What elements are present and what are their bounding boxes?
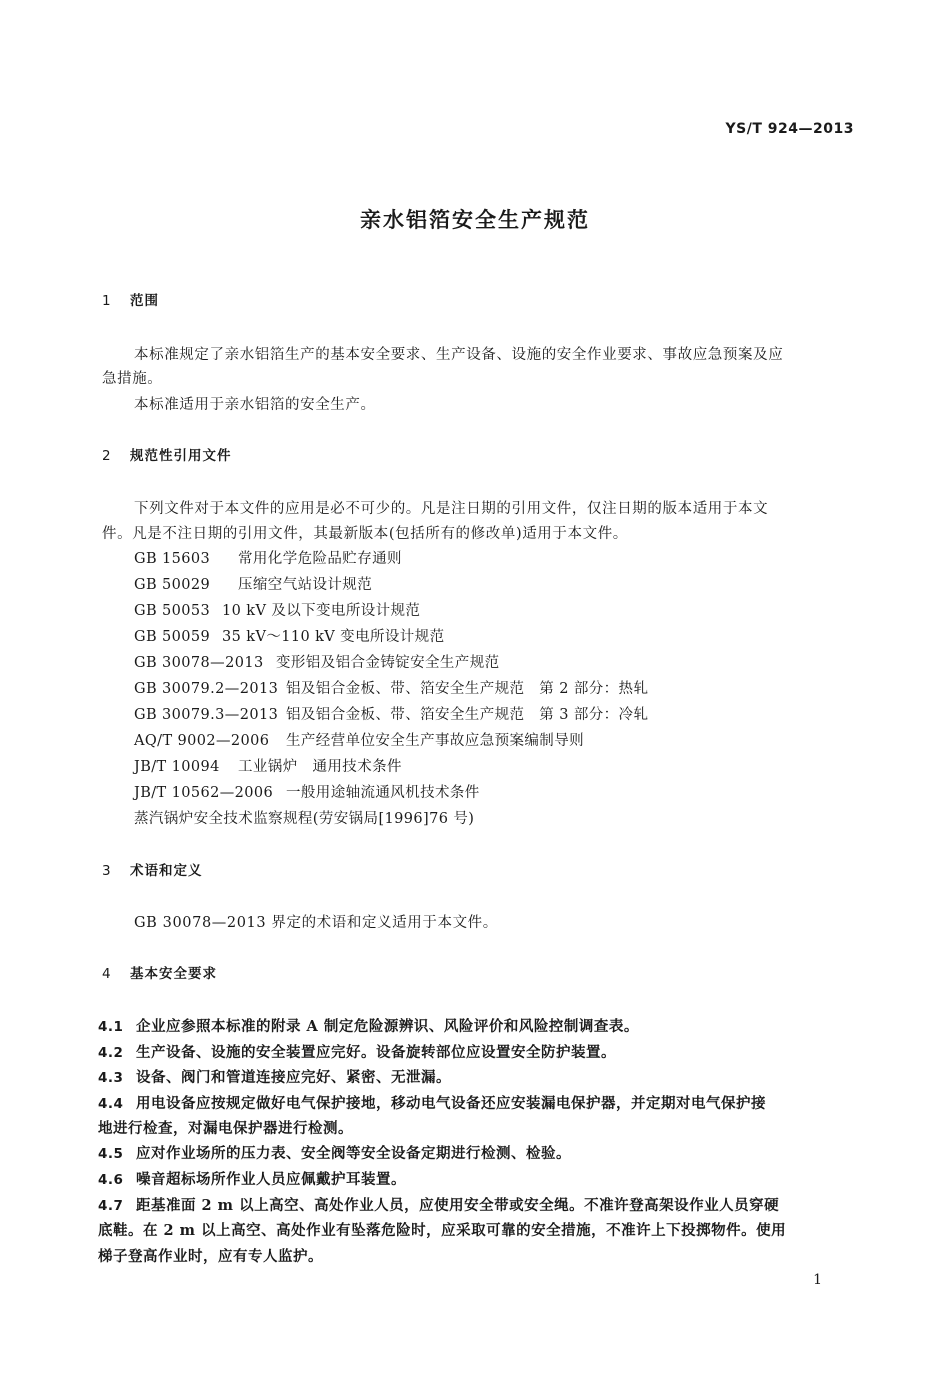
reference-item [134, 547, 402, 568]
clause-text: 设备、阀门和管道连接应完好、紧密、无泄漏。 [136, 1069, 451, 1086]
reference-item [134, 703, 648, 724]
clause-4-3 [98, 1066, 451, 1087]
reference-code: GB 50029 [134, 577, 211, 593]
clause-text: 距基准面 2 m 以上高空、高处作业人员，应使用安全带或安全绳。不准许登高架设作业人员穿硬 [136, 1197, 780, 1214]
reference-name: 10 kV 及以下变电所设计规范 [222, 603, 421, 619]
clause-4-6 [98, 1168, 406, 1189]
reference-code: GB 50059 [134, 629, 211, 645]
reference-name: 工业锅炉 通用技术条件 [238, 759, 402, 775]
clause-text: 地进行检查，对漏电保护器进行检测。 [98, 1120, 353, 1137]
reference-code: GB 30078—2013 [134, 655, 264, 671]
reference-name: 一般用途轴流通风机技术条件 [286, 785, 480, 801]
paragraph-line: 件。凡是不注日期的引用文件，其最新版本(包括所有的修改单)适用于本文件。 [102, 526, 628, 542]
reference-code: GB 50053 [134, 603, 211, 619]
clause-text: 企业应参照本标准的附录 A 制定危险源辨识、风险评价和风险控制调查表。 [136, 1018, 639, 1035]
page-number: 1 [813, 1272, 822, 1288]
section-2-heading [102, 444, 232, 464]
clause-text: 用电设备应按规定做好电气保护接地，移动电气设备还应安装漏电保护器，并定期对电气保护接 [136, 1095, 766, 1112]
reference-code: JB/T 10094 [134, 759, 220, 775]
reference-item [134, 677, 648, 698]
clause-4-1 [98, 1015, 639, 1036]
reference-item [134, 729, 584, 750]
clause-number: 4.3 [98, 1070, 124, 1086]
paragraph-line: 本标准规定了亲水铝箔生产的基本安全要求、生产设备、设施的安全作业要求、事故应急预案及应 [134, 347, 784, 363]
reference-item [134, 807, 474, 828]
clause-number: 4.2 [98, 1045, 124, 1061]
clause-4-4 [98, 1092, 766, 1113]
section-number: 3 [102, 863, 112, 879]
section-4-heading [102, 962, 217, 982]
reference-name: 35 kV～110 kV 变电所设计规范 [222, 629, 445, 645]
reference-item [134, 625, 444, 646]
paragraph-line: 下列文件对于本文件的应用是必不可少的。凡是注日期的引用文件，仅注日期的版本适用于本文 [134, 501, 769, 517]
reference-code: JB/T 10562—2006 [134, 785, 274, 801]
reference-name: 蒸汽锅炉安全技术监察规程(劳安锅局[1996]76 号) [134, 811, 475, 827]
reference-item [134, 651, 500, 672]
clause-text: 噪音超标场所作业人员应佩戴护耳装置。 [136, 1171, 406, 1188]
reference-item [134, 755, 402, 776]
clause-text: 梯子登高作业时，应有专人监护。 [98, 1248, 323, 1265]
clause-text: 应对作业场所的压力表、安全阀等安全设备定期进行检测、检验。 [136, 1145, 571, 1162]
reference-code: GB 30079.2—2013 [134, 681, 279, 697]
clause-text: 生产设备、设施的安全装置应完好。设备旋转部位应设置安全防护装置。 [136, 1044, 616, 1061]
clause-number: 4.5 [98, 1146, 124, 1162]
clause-continuation [98, 1219, 786, 1240]
clause-continuation [98, 1245, 323, 1266]
reference-name: 铝及铝合金板、带、箔安全生产规范 第 3 部分：冷轧 [286, 707, 649, 723]
clause-text: 底鞋。在 2 m 以上高空、高处作业有坠落危险时，应采取可靠的安全措施，不准许上下投掷物件。使用 [98, 1222, 787, 1239]
paragraph-line: 本标准适用于亲水铝箔的安全生产。 [134, 397, 376, 413]
clause-number: 4.6 [98, 1172, 124, 1188]
reference-item [134, 599, 420, 620]
clause-number: 4.1 [98, 1019, 124, 1035]
reference-name: 铝及铝合金板、带、箔安全生产规范 第 2 部分：热轧 [286, 681, 649, 697]
reference-name: 生产经营单位安全生产事故应急预案编制导则 [286, 733, 584, 749]
clause-4-5 [98, 1142, 571, 1163]
reference-name: 变形铝及铝合金铸锭安全生产规范 [276, 655, 500, 671]
section-3-heading [102, 859, 203, 879]
clause-continuation [98, 1117, 353, 1138]
section-title: 范围 [130, 293, 159, 309]
clause-4-2 [98, 1041, 616, 1062]
section-title: 术语和定义 [130, 863, 203, 879]
clause-4-7 [98, 1194, 779, 1215]
section-number: 4 [102, 966, 112, 982]
reference-name: 压缩空气站设计规范 [238, 577, 373, 593]
reference-name: 常用化学危险品贮存通则 [238, 551, 402, 567]
reference-code: GB 15603 [134, 551, 211, 567]
reference-code: AQ/T 9002—2006 [134, 733, 270, 749]
section-number: 1 [102, 293, 112, 309]
document-title: 亲水铝箔安全生产规范 [360, 208, 590, 232]
clause-number: 4.4 [98, 1096, 124, 1112]
section-1-heading [102, 289, 159, 309]
reference-item [134, 781, 480, 802]
clause-number: 4.7 [98, 1198, 124, 1214]
paragraph-line: 急措施。 [102, 371, 163, 387]
standard-code: YS/T 924—2013 [725, 121, 854, 137]
paragraph-line: GB 30078—2013 界定的术语和定义适用于本文件。 [134, 915, 498, 931]
reference-item [134, 573, 372, 594]
section-title: 基本安全要求 [130, 966, 217, 982]
reference-code: GB 30079.3—2013 [134, 707, 279, 723]
section-title: 规范性引用文件 [130, 448, 232, 464]
section-number: 2 [102, 448, 112, 464]
